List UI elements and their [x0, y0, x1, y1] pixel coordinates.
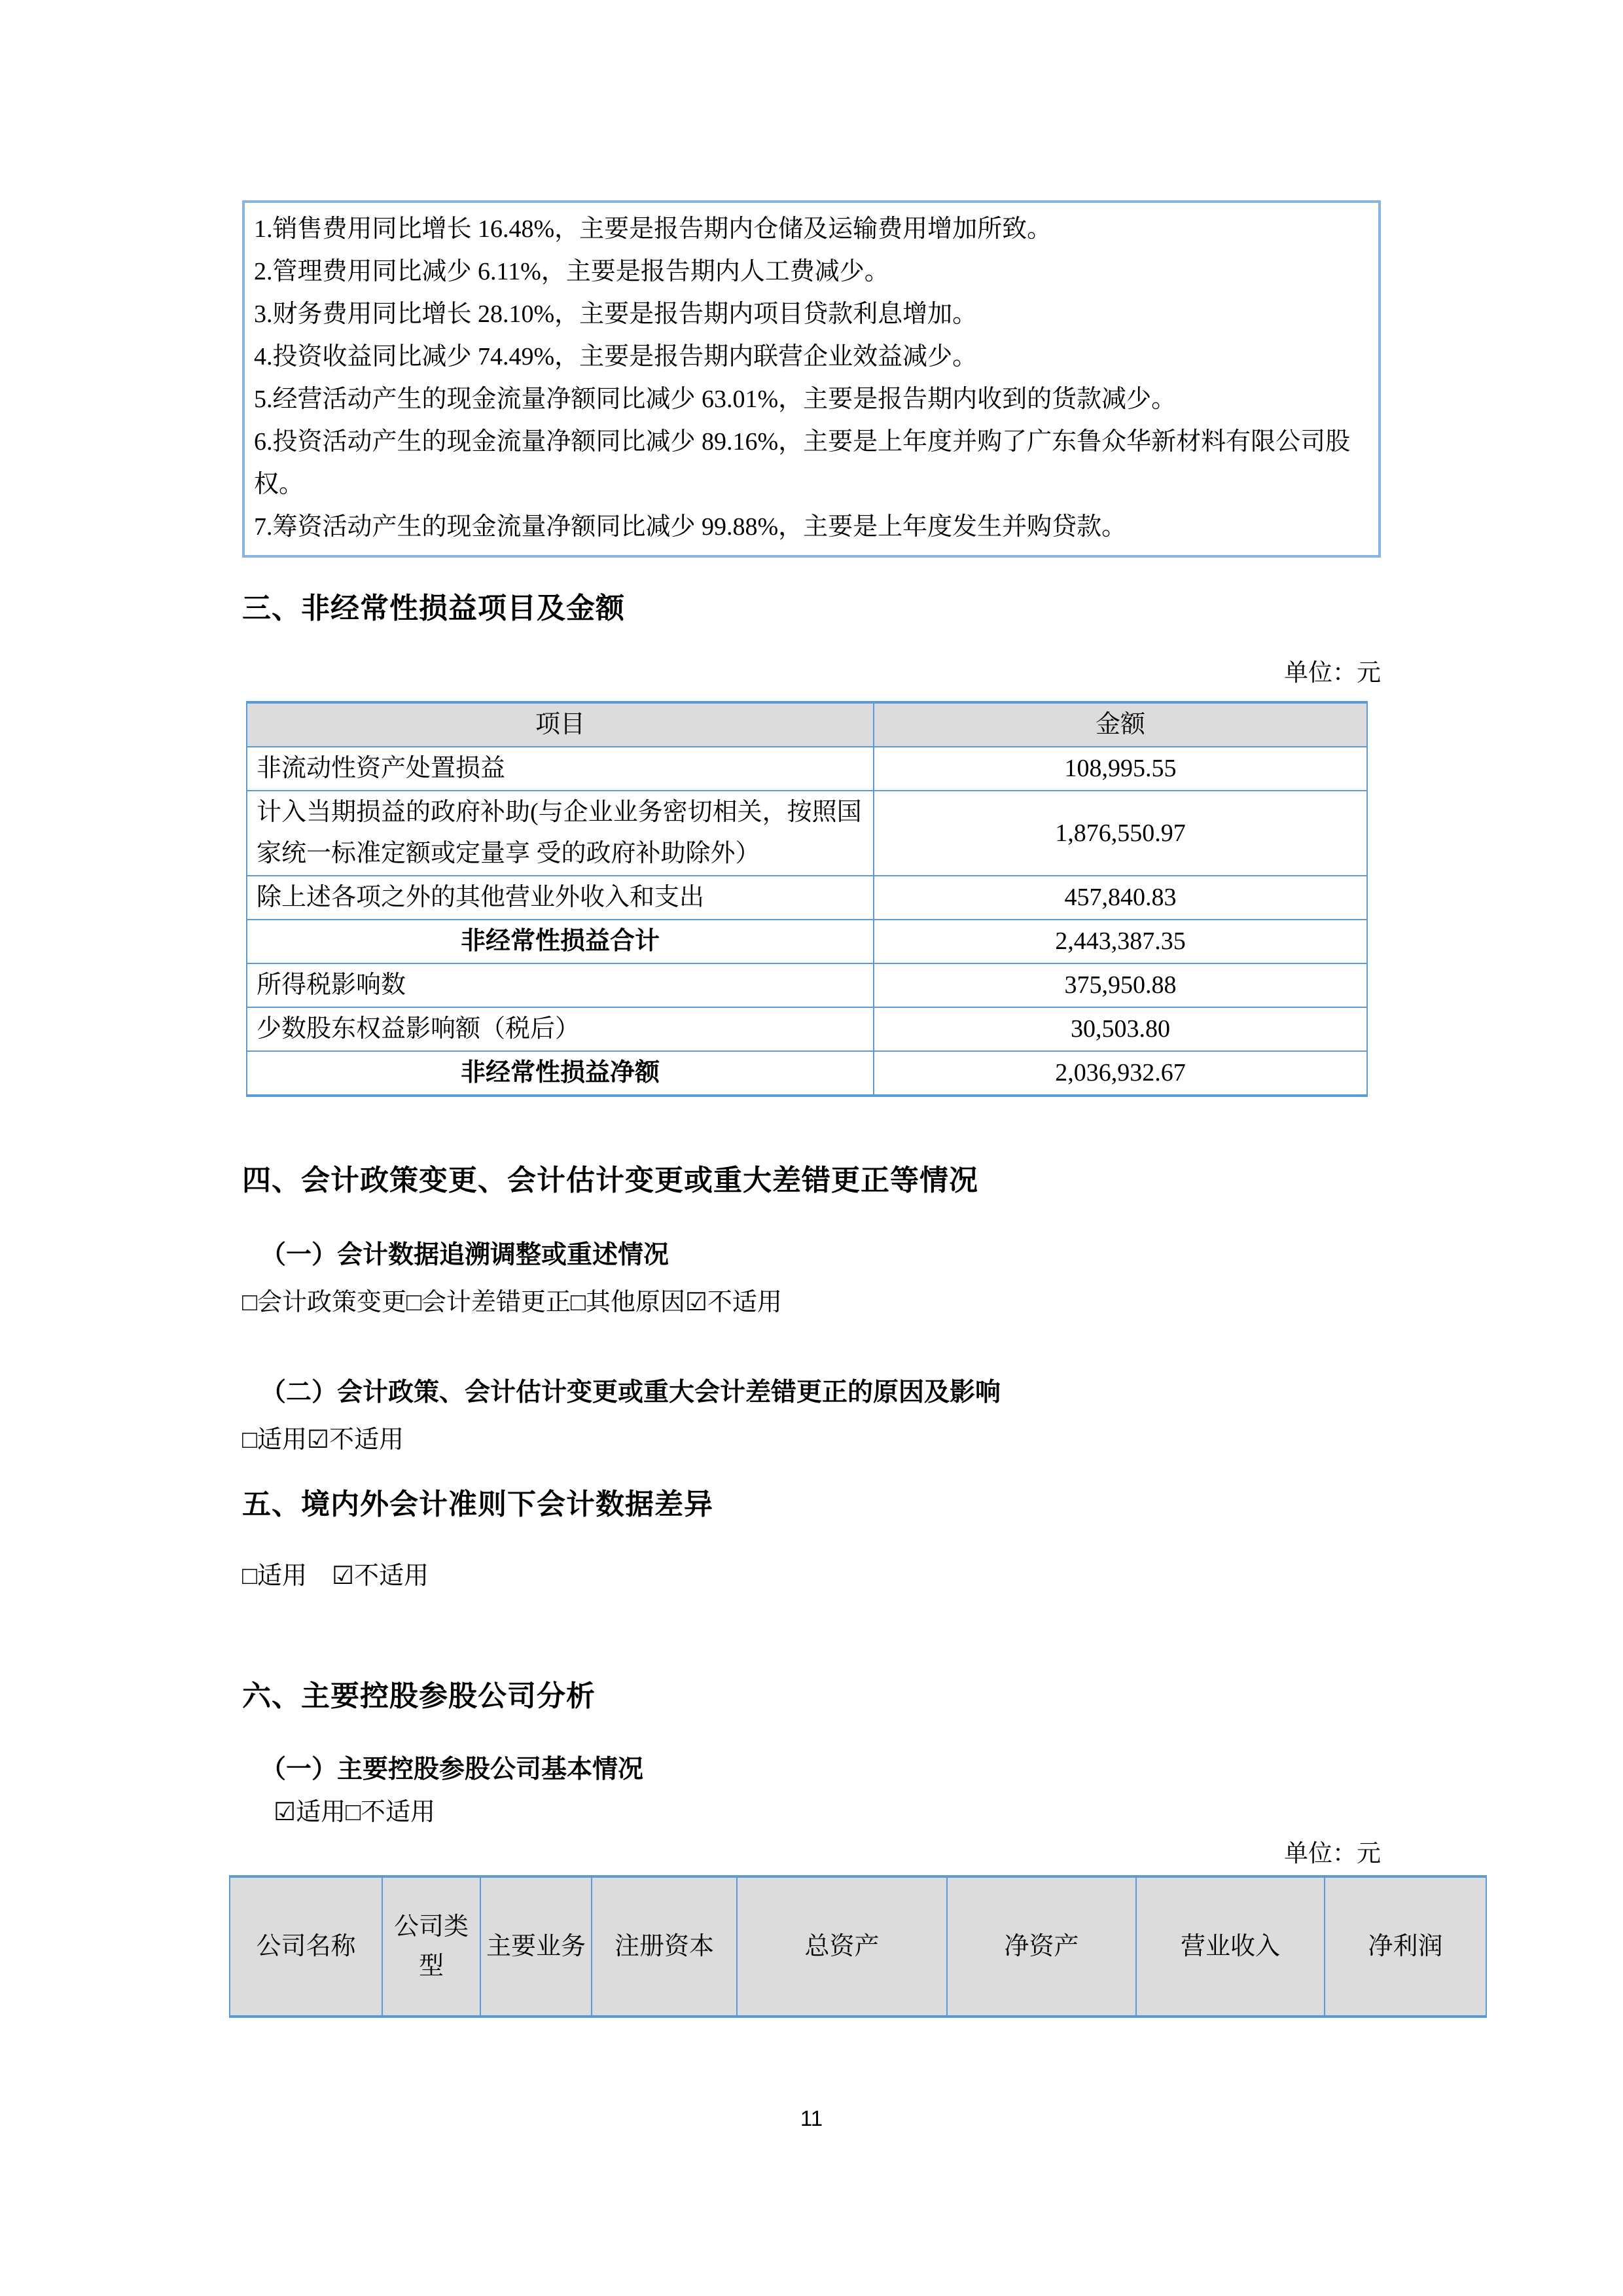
table-header-row [247, 702, 1367, 747]
section-4-sub-2-checkboxes: □适用☑不适用 [242, 1426, 404, 1454]
table-row [247, 876, 1367, 920]
table-row-total [247, 1051, 1367, 1096]
unit-label: 单位：元 [1284, 1840, 1381, 1867]
expense-change-notes-box [242, 200, 1381, 558]
section-6-sub-1-checkboxes: ☑适用□不适用 [274, 1799, 436, 1827]
column-header-item: 项目 [247, 702, 874, 747]
column-header-main-business: 主要业务 [480, 1876, 592, 2017]
page-content [242, 0, 1443, 2018]
note-item: 2.管理费用同比减少 6.11%，主要是报告期内人工费减少。 [254, 258, 889, 285]
table-row [247, 791, 1367, 876]
table-row-subtotal [247, 920, 1367, 963]
unit-label: 单位：元 [1284, 660, 1381, 687]
table-header-row [230, 1876, 1486, 2017]
column-header-company-name: 公司名称 [230, 1876, 382, 2017]
section-4-sub-1-heading: （一）会计数据追溯调整或重述情况 [260, 1241, 669, 1269]
table-row [247, 963, 1367, 1007]
amount-cell: 108,995.55 [874, 747, 1367, 791]
table-row [247, 747, 1367, 791]
column-header-company-type: 公司类型 [382, 1876, 480, 2017]
note-item: 3.财务费用同比增长 28.10%，主要是报告期内项目贷款利息增加。 [254, 300, 978, 328]
non-recurring-items-table [246, 701, 1368, 1097]
note-item: 5.经营活动产生的现金流量净额同比减少 63.01%，主要是报告期内收到的货款减少。 [254, 386, 1177, 413]
column-header-operating-revenue: 营业收入 [1136, 1876, 1325, 2017]
amount-cell: 2,443,387.35 [874, 920, 1367, 963]
section-4-sub-2-heading: （二）会计政策、会计估计变更或重大会计差错更正的原因及影响 [260, 1378, 1001, 1407]
item-label-cell: 除上述各项之外的其他营业外收入和支出 [247, 876, 874, 920]
item-label-cell: 非经常性损益净额 [247, 1051, 874, 1096]
amount-cell: 457,840.83 [874, 876, 1367, 920]
amount-cell: 1,876,550.97 [874, 791, 1367, 876]
item-label-cell: 所得税影响数 [247, 963, 874, 1007]
section-6-sub-1-heading: （一）主要控股参股公司基本情况 [260, 1755, 644, 1784]
column-header-amount: 金额 [874, 702, 1367, 747]
section-5-checkboxes: □适用 ☑不适用 [242, 1562, 429, 1590]
section-3-heading: 三、非经常性损益项目及金额 [242, 592, 625, 624]
item-label-cell: 非流动性资产处置损益 [247, 747, 874, 791]
amount-cell: 375,950.88 [874, 963, 1367, 1007]
page-number: 11 [800, 2106, 823, 2130]
amount-cell: 30,503.80 [874, 1007, 1367, 1051]
section-5-heading: 五、境内外会计准则下会计数据差异 [242, 1488, 713, 1521]
note-item: 7.筹资活动产生的现金流量净额同比减少 99.88%，主要是上年度发生并购贷款。 [254, 513, 1127, 541]
subsidiaries-table [229, 1875, 1487, 2018]
section-6-heading: 六、主要控股参股公司分析 [242, 1679, 596, 1712]
item-label-cell: 少数股东权益影响额（税后） [247, 1007, 874, 1051]
column-header-total-assets: 总资产 [737, 1876, 947, 2017]
item-label-cell: 非经常性损益合计 [247, 920, 874, 963]
table-row [247, 1007, 1367, 1051]
note-item: 1.销售费用同比增长 16.48%，主要是报告期内仓储及运输费用增加所致。 [254, 215, 1052, 243]
column-header-net-assets: 净资产 [947, 1876, 1136, 2017]
section-4-sub-1-checkboxes: □会计政策变更□会计差错更正□其他原因☑不适用 [242, 1288, 782, 1316]
note-item: 4.投资收益同比减少 74.49%，主要是报告期内联营企业效益减少。 [254, 343, 978, 370]
note-item: 6.投资活动产生的现金流量净额同比减少 89.16%，主要是上年度并购了广东鲁众华新材料有限公司股权。 [254, 428, 1351, 498]
section-4-heading: 四、会计政策变更、会计估计变更或重大差错更正等情况 [242, 1164, 978, 1196]
amount-cell: 2,036,932.67 [874, 1051, 1367, 1096]
item-label-cell: 计入当期损益的政府补助(与企业业务密切相关，按照国家统一标准定额或定量享 受的政府补助除外） [247, 791, 874, 876]
column-header-registered-capital: 注册资本 [592, 1876, 737, 2017]
column-header-net-profit: 净利润 [1325, 1876, 1486, 2017]
